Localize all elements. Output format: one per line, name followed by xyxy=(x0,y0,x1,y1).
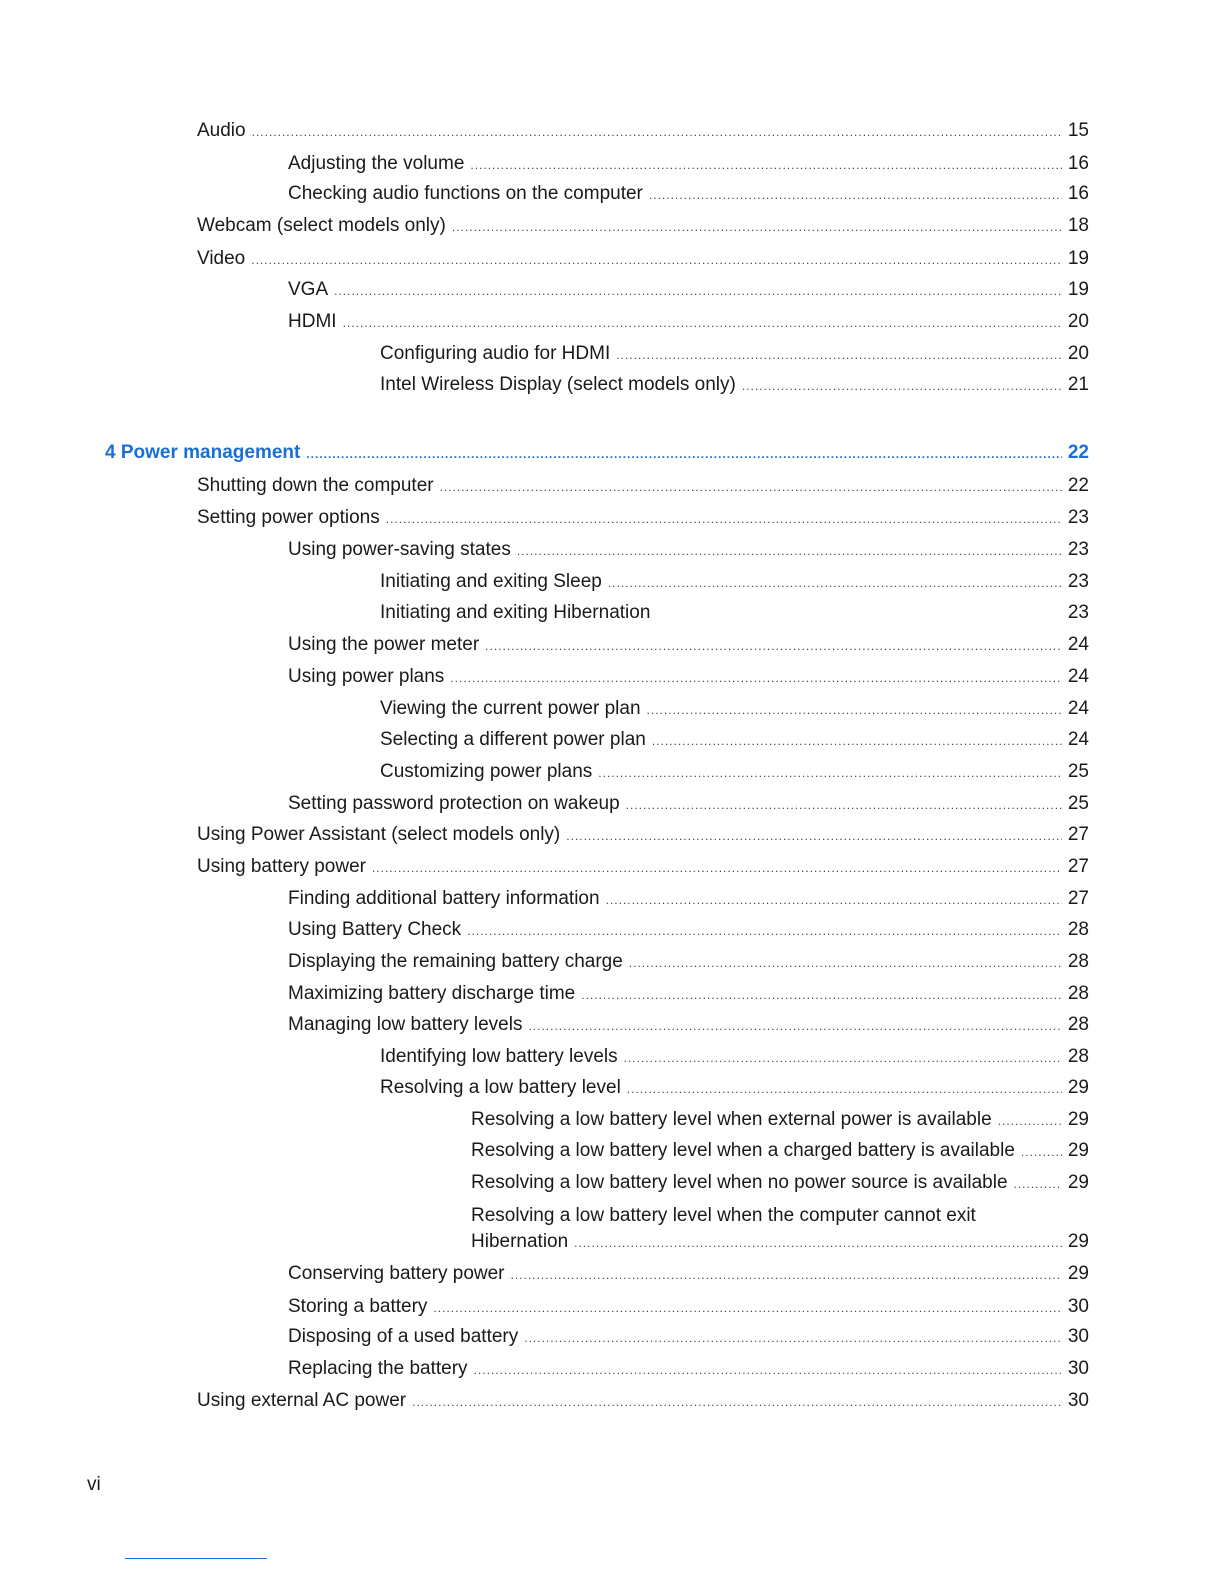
dot-leader xyxy=(742,373,1062,399)
toc-entry-power-assistant[interactable] xyxy=(197,822,1089,848)
toc-entry-page: 16 xyxy=(1067,183,1089,204)
toc-entry-page: 23 xyxy=(1067,602,1089,623)
toc-entry-page: 21 xyxy=(1067,374,1089,395)
toc-entry-resolve-charged[interactable] xyxy=(471,1138,1089,1164)
dot-leader xyxy=(574,1230,1062,1256)
toc-entry-title: Identifying low battery levels xyxy=(380,1046,618,1067)
toc-entry-page: 23 xyxy=(1067,507,1089,528)
toc-entry-title: Intel Wireless Display (select models only) xyxy=(380,374,736,395)
toc-entry-page: 29 xyxy=(1067,1231,1089,1252)
toc-entry-page: 16 xyxy=(1067,153,1089,174)
dot-leader xyxy=(998,1108,1062,1134)
toc-entry-page: 27 xyxy=(1067,888,1089,909)
toc-entry-page: 24 xyxy=(1067,634,1089,655)
dot-leader xyxy=(474,1357,1062,1383)
dot-leader xyxy=(652,728,1062,754)
toc-chapter-power-management[interactable] xyxy=(105,440,1089,466)
toc-entry-title: Webcam (select models only) xyxy=(197,215,446,236)
dot-leader xyxy=(485,633,1062,659)
toc-entry-title: VGA xyxy=(288,279,329,300)
toc-entry-page: 29 xyxy=(1067,1140,1089,1161)
dot-leader xyxy=(606,887,1062,913)
toc-entry-configuring-audio-hdmi[interactable] xyxy=(380,341,1089,367)
dot-leader xyxy=(647,697,1062,723)
dot-leader xyxy=(528,1013,1061,1039)
toc-entry-title: Setting power options xyxy=(197,507,380,528)
toc-entry-resolve-hibernation[interactable] xyxy=(471,1229,1089,1255)
toc-entry-title: Using power plans xyxy=(288,666,445,687)
toc-entry-title: Setting password protection on wakeup xyxy=(288,793,620,814)
toc-entry-battery-info[interactable] xyxy=(288,886,1089,912)
toc-entry-audio[interactable] xyxy=(197,118,1089,144)
dot-leader xyxy=(386,506,1062,532)
toc-entry-title: Displaying the remaining battery charge xyxy=(288,951,623,972)
toc-entry-page: 23 xyxy=(1067,571,1089,592)
toc-entry-title: Finding additional battery information xyxy=(288,888,600,909)
toc-entry-low-levels[interactable] xyxy=(288,1012,1089,1038)
toc-entry-page: 28 xyxy=(1067,1014,1089,1035)
toc-entry-page: 27 xyxy=(1067,856,1089,877)
dot-leader xyxy=(629,950,1062,976)
dot-leader xyxy=(306,441,1062,467)
toc-entry-power-plans[interactable] xyxy=(288,664,1089,690)
toc-entry-page: 24 xyxy=(1067,698,1089,719)
toc-entry-page: 25 xyxy=(1067,793,1089,814)
toc-entry-title: Video xyxy=(197,248,246,269)
toc-entry-resolving-low[interactable] xyxy=(380,1075,1089,1101)
toc-entry-title: Managing low battery levels xyxy=(288,1014,523,1035)
toc-entry-page: 22 xyxy=(1067,475,1089,496)
dot-leader xyxy=(452,214,1062,240)
toc-entry-title: Disposing of a used battery xyxy=(288,1326,519,1347)
toc-entry-title: Resolving a low battery level when no power source is available xyxy=(471,1172,1008,1193)
dot-leader xyxy=(624,1045,1062,1071)
toc-entry-webcam[interactable] xyxy=(197,213,1089,239)
toc-entry-storing[interactable] xyxy=(288,1294,1089,1320)
dot-leader xyxy=(343,310,1062,336)
dot-leader xyxy=(616,342,1062,368)
toc-entry-page: 15 xyxy=(1067,120,1089,141)
toc-entry-page: 23 xyxy=(1067,539,1089,560)
toc-entry-title: HDMI xyxy=(288,311,337,332)
toc-entry-viewing-plan[interactable] xyxy=(380,696,1089,722)
dot-leader xyxy=(372,855,1062,881)
toc-entry-title: Resolving a low battery level xyxy=(380,1077,621,1098)
toc-entry-page: 30 xyxy=(1067,1390,1089,1411)
toc-entry-replacing[interactable] xyxy=(288,1356,1089,1382)
toc-entry-page: 25 xyxy=(1067,761,1089,782)
toc-entry-page: 29 xyxy=(1067,1172,1089,1193)
footer-divider xyxy=(125,1558,267,1559)
dot-leader xyxy=(1014,1171,1062,1197)
toc-entry-page: 20 xyxy=(1067,311,1089,332)
toc-entry-page: 28 xyxy=(1067,951,1089,972)
toc-entry-checking-audio[interactable] xyxy=(288,181,1089,207)
toc-entry-sleep[interactable] xyxy=(380,569,1089,595)
toc-entry-page: 27 xyxy=(1067,824,1089,845)
dot-leader xyxy=(598,760,1062,786)
toc-entry-power-saving-states[interactable] xyxy=(288,537,1089,563)
page-number: vi xyxy=(87,1474,101,1495)
toc-entry-page: 28 xyxy=(1067,983,1089,1004)
toc-entry-title: Resolving a low battery level when external power is available xyxy=(471,1109,992,1130)
toc-entry-title: Adjusting the volume xyxy=(288,153,465,174)
dot-leader xyxy=(517,538,1062,564)
dot-leader xyxy=(412,1389,1062,1415)
dot-leader xyxy=(252,119,1062,145)
toc-entry-customizing-plans[interactable] xyxy=(380,759,1089,785)
toc-entry-identifying-low[interactable] xyxy=(380,1044,1089,1070)
toc-entry-battery-power[interactable] xyxy=(197,854,1089,880)
toc-entry-title: Resolving a low battery level when a charged battery is available xyxy=(471,1140,1015,1161)
dot-leader xyxy=(433,1295,1061,1321)
toc-entry-page: 29 xyxy=(1067,1077,1089,1098)
toc-entry-title: Selecting a different power plan xyxy=(380,729,646,750)
dot-leader xyxy=(440,474,1062,500)
toc-entry-conserving[interactable] xyxy=(288,1261,1089,1287)
toc-entry-title: Hibernation xyxy=(471,1231,569,1252)
toc-entry-battery-check[interactable] xyxy=(288,917,1089,943)
toc-entry-title: Conserving battery power xyxy=(288,1263,505,1284)
toc-entry-page: 24 xyxy=(1067,666,1089,687)
dot-leader xyxy=(467,918,1062,944)
toc-entry-title: Audio xyxy=(197,120,246,141)
toc-entry-title: Customizing power plans xyxy=(380,761,593,782)
toc-entry-page: 29 xyxy=(1067,1109,1089,1130)
dot-leader xyxy=(608,570,1062,596)
toc-entry-video[interactable] xyxy=(197,246,1089,272)
toc-entry-title: Initiating and exiting Hibernation xyxy=(380,602,651,623)
toc-entry-selecting-plan[interactable] xyxy=(380,727,1089,753)
dot-leader xyxy=(251,247,1062,273)
toc-entry-title: Replacing the battery xyxy=(288,1358,468,1379)
toc-entry-title: Using Battery Check xyxy=(288,919,462,940)
dot-leader xyxy=(649,182,1062,208)
toc-entry-password-wakeup[interactable] xyxy=(288,791,1089,817)
toc-entry-title: Using external AC power xyxy=(197,1390,407,1411)
toc-entry-hibernation[interactable] xyxy=(380,600,1089,626)
toc-entry-resolve-hibernation-line1[interactable]: Resolving a low battery level when the computer cannot exit xyxy=(471,1205,976,1226)
toc-entry-page: 22 xyxy=(1067,442,1089,463)
toc-entry-intel-wireless[interactable] xyxy=(380,372,1089,398)
toc-entry-remaining-charge[interactable] xyxy=(288,949,1089,975)
toc-entry-title: Configuring audio for HDMI xyxy=(380,343,611,364)
dot-leader xyxy=(511,1262,1062,1288)
toc-entry-title: Storing a battery xyxy=(288,1296,428,1317)
toc-entry-page: 28 xyxy=(1067,919,1089,940)
dot-leader xyxy=(524,1325,1062,1351)
dot-leader xyxy=(450,665,1062,691)
toc-entry-title: Shutting down the computer xyxy=(197,475,434,496)
toc-entry-power-meter[interactable] xyxy=(288,632,1089,658)
dot-leader xyxy=(1021,1139,1062,1165)
toc-entry-discharge-time[interactable] xyxy=(288,981,1089,1007)
toc-entry-page: 20 xyxy=(1067,343,1089,364)
toc-entry-title: Viewing the current power plan xyxy=(380,698,641,719)
toc-entry-page: 30 xyxy=(1067,1296,1089,1317)
toc-entry-resolve-no-power[interactable] xyxy=(471,1170,1089,1196)
toc-entry-external-ac[interactable] xyxy=(197,1388,1089,1414)
toc-entry-page: 19 xyxy=(1067,279,1089,300)
dot-leader xyxy=(627,1076,1062,1102)
toc-entry-setting-power-options[interactable] xyxy=(197,505,1089,531)
toc-entry-page: 29 xyxy=(1067,1263,1089,1284)
dot-leader xyxy=(566,823,1062,849)
dot-leader xyxy=(470,152,1061,178)
toc-entry-title: Using the power meter xyxy=(288,634,480,655)
toc-entry-vga[interactable] xyxy=(288,277,1089,303)
toc-entry-title: 4 Power management xyxy=(105,442,301,463)
dot-leader xyxy=(334,278,1062,304)
toc-entry-page: 30 xyxy=(1067,1326,1089,1347)
toc-entry-page: 18 xyxy=(1067,215,1089,236)
toc-entry-page: 28 xyxy=(1067,1046,1089,1067)
toc-entry-title: Maximizing battery discharge time xyxy=(288,983,576,1004)
toc-entry-page: 24 xyxy=(1067,729,1089,750)
toc-entry-shutting-down[interactable] xyxy=(197,473,1089,499)
toc-entry-title: Initiating and exiting Sleep xyxy=(380,571,602,592)
toc-entry-disposing[interactable] xyxy=(288,1324,1089,1350)
toc-entry-resolve-external[interactable] xyxy=(471,1107,1089,1133)
toc-entry-title: Checking audio functions on the computer xyxy=(288,183,643,204)
dot-leader xyxy=(626,792,1062,818)
toc-entry-hdmi[interactable] xyxy=(288,309,1089,335)
toc-entry-page: 30 xyxy=(1067,1358,1089,1379)
toc-entry-title: Using battery power xyxy=(197,856,366,877)
toc-entry-title: Using Power Assistant (select models only) xyxy=(197,824,561,845)
toc-entry-adjusting-volume[interactable] xyxy=(288,151,1089,177)
toc-entry-title: Using power-saving states xyxy=(288,539,511,560)
dot-leader xyxy=(581,982,1062,1008)
toc-entry-page: 19 xyxy=(1067,248,1089,269)
